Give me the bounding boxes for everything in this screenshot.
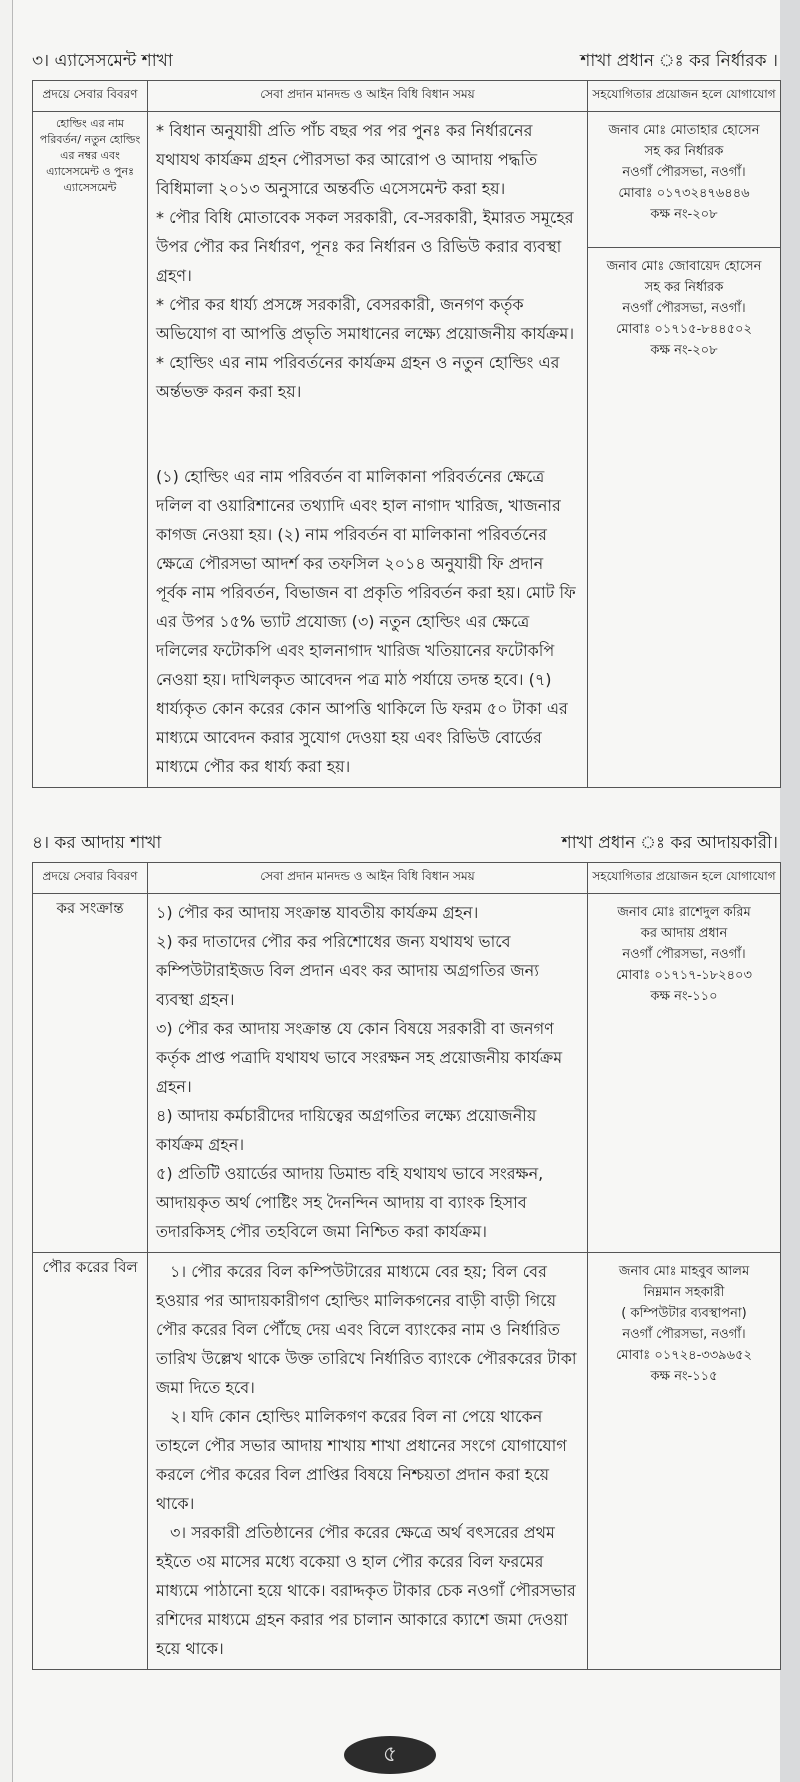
- contact-mobile: মোবাঃ ০১৭৩২৪৭৬৪৪৬: [618, 186, 750, 201]
- section-4-title: ৪। কর আদায় শাখা: [32, 833, 162, 853]
- contact-department: ( কম্পিউটার ব্যবস্থাপনা): [621, 1306, 747, 1321]
- detail-item: ৩) পৌর কর আদায় সংক্রান্ত যে কোন বিষয়ে সরকারী বা জনগণ কর্তৃক প্রাপ্ত পত্রাদি যথাযথ ভাবে সংরক্ষন সহ প্রয়োজনীয় কার্যক্রম গ্রহন।: [156, 1019, 563, 1096]
- col-contact-header: সহযোগিতার প্রয়োজন হলে যোগাযোগ: [588, 863, 781, 894]
- col-contact-header: সহযোগিতার প্রয়োজন হলে যোগাযোগ: [588, 81, 781, 112]
- tax-collection-table: [32, 862, 781, 1670]
- table-row: [33, 894, 781, 1253]
- page-number: ৫: [344, 1736, 436, 1774]
- contact-office: নওগাঁ পৌরসভা, নওগাঁ।: [622, 947, 746, 962]
- detail-item: ৪) আদায় কর্মচারীদের দায়িত্বের অগ্রগতির লক্ষ্যে প্রয়োজনীয় কার্যক্রম গ্রহন।: [156, 1106, 537, 1154]
- contact-room: কক্ষ নং-২০৮: [650, 343, 718, 358]
- detail-item: * পৌর কর ধার্য্য প্রসঙ্গে সরকারী, বেসরকারী, জনগণ কর্তৃক অভিযোগ বা আপত্তি প্রভৃতি সমাধানের লক্ষ্যে প্রয়োজনীয় কার্যক্রম।: [156, 295, 575, 343]
- table-header-row: [33, 863, 781, 894]
- contact-office: নওগাঁ পৌরসভা, নওগাঁ।: [622, 1327, 746, 1342]
- contact-block: [588, 112, 780, 247]
- contact-block: [588, 247, 780, 369]
- adjacent-page-edge: [0, 0, 13, 1782]
- contact-designation: কর আদায় প্রধান: [640, 926, 728, 941]
- contact-block: [588, 894, 781, 1253]
- assessment-table: [32, 80, 781, 788]
- service-details: [148, 112, 588, 788]
- contact-office: নওগাঁ পৌরসভা, নওগাঁ।: [622, 165, 746, 180]
- service-name: হোল্ডিং এর নাম পরিবর্তন/ নতুন হোল্ডিং এর নম্বর এবং এ্যাসেসমেন্ট ও পুনঃ এ্যাসেসমেন্ট: [33, 112, 148, 788]
- detail-item: ২। যদি কোন হোল্ডিং মালিকগণ করের বিল না পেয়ে থাকেন তাহলে পৌর সভার আদায় শাখায় শাখা প্রধানের সংগে যোগাযোগ করলে পৌর করের বিল প্রাপ্তির বিষয়ে নিশ্চয়তা প্রদান করা হয়ে থাকে।: [156, 1407, 567, 1513]
- col-standard-header: সেবা প্রদান মানদন্ড ও আইন বিধি বিধান সময়: [148, 81, 588, 112]
- section-3-branch-head: শাখা প্রধান ঃ কর নির্ধারক ।: [580, 51, 778, 71]
- col-standard-header: সেবা প্রদান মানদন্ড ও আইন বিধি বিধান সময়: [148, 863, 588, 894]
- detail-item: ১। পৌর করের বিল কম্পিউটারের মাধ্যমে বের হয়; বিল বের হওয়ার পর আদায়কারীগণ হোল্ডিং মালিকগনের বাড়ী বাড়ী গিয়ে পৌর করের বিল পৌঁছে দেয় এবং বিলে ব্যাংকের নাম ও নির্ধারিত তারিখ উল্লেখ থাকে উক্ত তারিখে নির্ধারিত ব্যাংকে পৌরকরের টাকা জমা দিতে হবে।: [156, 1262, 577, 1397]
- detail-item: ৫) প্রতিটি ওয়ার্ডের আদায় ডিমান্ড বহি যথাযথ ভাবে সংরক্ষন, আদায়কৃত অর্থ পোষ্টিং সহ দৈনন্দিন আদায় বা ব্যাংক হিসাব তদারকিসহ পৌর তহবিলে জমা নিশ্চিত করা কার্যক্রম।: [156, 1164, 544, 1241]
- section-3-title: ৩। এ্যাসেসমেন্ট শাখা: [32, 51, 173, 71]
- detail-item: ৩। সরকারী প্রতিষ্ঠানের পৌর করের ক্ষেত্রে অর্থ বৎসরের প্রথম হইতে ৩য় মাসের মধ্যে বকেয়া ও হাল পৌর করের বিল ফরমের মাধ্যমে পাঠানো হয়ে থাকে। বরাদ্দকৃত টাকার চেক নওগাঁ পৌরসভার রশিদের মাধ্যমে গ্রহন করার পর চালান আকারে ক্যাশে জমা দেওয়া হয়ে থাকে।: [156, 1523, 576, 1658]
- detail-item: * পৌর বিধি মোতাবেক সকল সরকারী, বে-সরকারী, ইমারত সমূহের উপর পৌর কর নির্ধারণ, পূনঃ কর নির্ধারন ও রিভিউ করার ব্যবস্থা গ্রহণ।: [156, 208, 574, 285]
- contact-office: নওগাঁ পৌরসভা, নওগাঁ।: [622, 301, 746, 316]
- contact-designation: সহ কর নির্ধারক: [644, 280, 724, 295]
- section-3-header: [32, 46, 778, 76]
- contact-cell: [588, 112, 781, 788]
- contact-designation: সহ কর নির্ধারক: [644, 144, 724, 159]
- col-service-header: প্রদয়ে সেবার বিবরণ: [33, 863, 148, 894]
- detail-item: * বিধান অনুযায়ী প্রতি পাঁচ বছর পর পর পুনঃ কর নির্ধারনের যথাযথ কার্যক্রম গ্রহন পৌরসভা কর আরোপ ও আদায় পদ্ধতি বিধিমালা ২০১৩ অনুসারে অন্তর্বতি এসেসমেন্ট করা হয়।: [156, 121, 538, 198]
- contact-mobile: মোবাঃ ০১৭১৫-৮৪৪৫০২: [616, 322, 752, 337]
- contact-mobile: মোবাঃ ০১৭২৪-৩৩৯৬৫২: [616, 1348, 752, 1363]
- contact-room: কক্ষ নং-২০৮: [650, 207, 718, 222]
- contact-block: [588, 1253, 781, 1670]
- page-right-margin: [780, 0, 800, 1782]
- table-row: [33, 112, 781, 788]
- service-name: পৌর করের বিল: [33, 1253, 148, 1670]
- section-4-header: [32, 828, 778, 858]
- col-service-header: প্রদয়ে সেবার বিবরণ: [33, 81, 148, 112]
- contact-name: জনাব মোঃ জোবায়েদ হোসেন: [606, 259, 762, 274]
- table-row: [33, 1253, 781, 1670]
- detail-item: (১) হোল্ডিং এর নাম পরিবর্তন বা মালিকানা পরিবর্তনের ক্ষেত্রে দলিল বা ওয়ারিশানের তথ্যাদি এবং হাল নাগাদ খারিজ, খাজনার কাগজ নেওয়া হয়। (২) নাম পরিবর্তন বা মালিকানা পরিবর্তনের ক্ষেত্রে পৌরসভা আদর্শ কর তফসিল ২০১৪ অনুযায়ী ফি প্রদান পূর্বক নাম পরিবর্তন, বিভাজন বা প্রকৃতি পরিবর্তন করা হয়। মোট ফি এর উপর ১৫% ভ্যাট প্রযোজ্য (৩) নতুন হোল্ডিং এর ক্ষেত্রে দলিলের ফটোকপি এবং হালনাগাদ খারিজ খতিয়ানের ফটোকপি নেওয়া হয়। দাখিলকৃত আবেদন পত্র মাঠ পর্যায়ে তদন্ত হবে। (৭) ধার্য্যকৃত কোন করের কোন আপত্তি থাকিলে ডি ফরম ৫০ টাকা এর মাধ্যমে আবেদন করার সুযোগ দেওয়া হয় এবং রিভিউ বোর্ডের মাধ্যমে পৌর কর ধার্য্য করা হয়।: [156, 467, 576, 776]
- table-header-row: [33, 81, 781, 112]
- section-4-branch-head: শাখা প্রধান ঃ কর আদায়কারী।: [561, 833, 778, 853]
- detail-item: ১) পৌর কর আদায় সংক্রান্ত যাবতীয় কার্যক্রম গ্রহন।: [156, 903, 479, 922]
- contact-room: কক্ষ নং-১১৫: [650, 1369, 718, 1384]
- service-details: [148, 1253, 588, 1670]
- service-name: কর সংক্রান্ত: [33, 894, 148, 1253]
- contact-name: জনাব মোঃ রাশেদুল করিম: [617, 905, 751, 920]
- contact-mobile: মোবাঃ ০১৭১৭-১৮২৪০৩: [616, 968, 752, 983]
- contact-name: জনাব মোঃ মাহবুব আলম: [618, 1264, 750, 1279]
- service-details: [148, 894, 588, 1253]
- detail-item: * হোল্ডিং এর নাম পরিবর্তনের কার্যক্রম গ্রহন ও নতুন হোল্ডিং এর অর্ন্তভক্ত করন করা হয়।: [156, 353, 560, 401]
- contact-designation: নিম্নমান সহকারী: [643, 1285, 725, 1300]
- detail-item: ২) কর দাতাদের পৌর কর পরিশোধের জন্য যথাযথ ভাবে কম্পিউটারাইজড বিল প্রদান এবং কর আদায় অগ্রগতির জন্য ব্যবস্থা গ্রহন।: [156, 932, 539, 1009]
- contact-room: কক্ষ নং-১১০: [650, 989, 718, 1004]
- contact-name: জনাব মোঃ মোতাহার হোসেন: [608, 123, 760, 138]
